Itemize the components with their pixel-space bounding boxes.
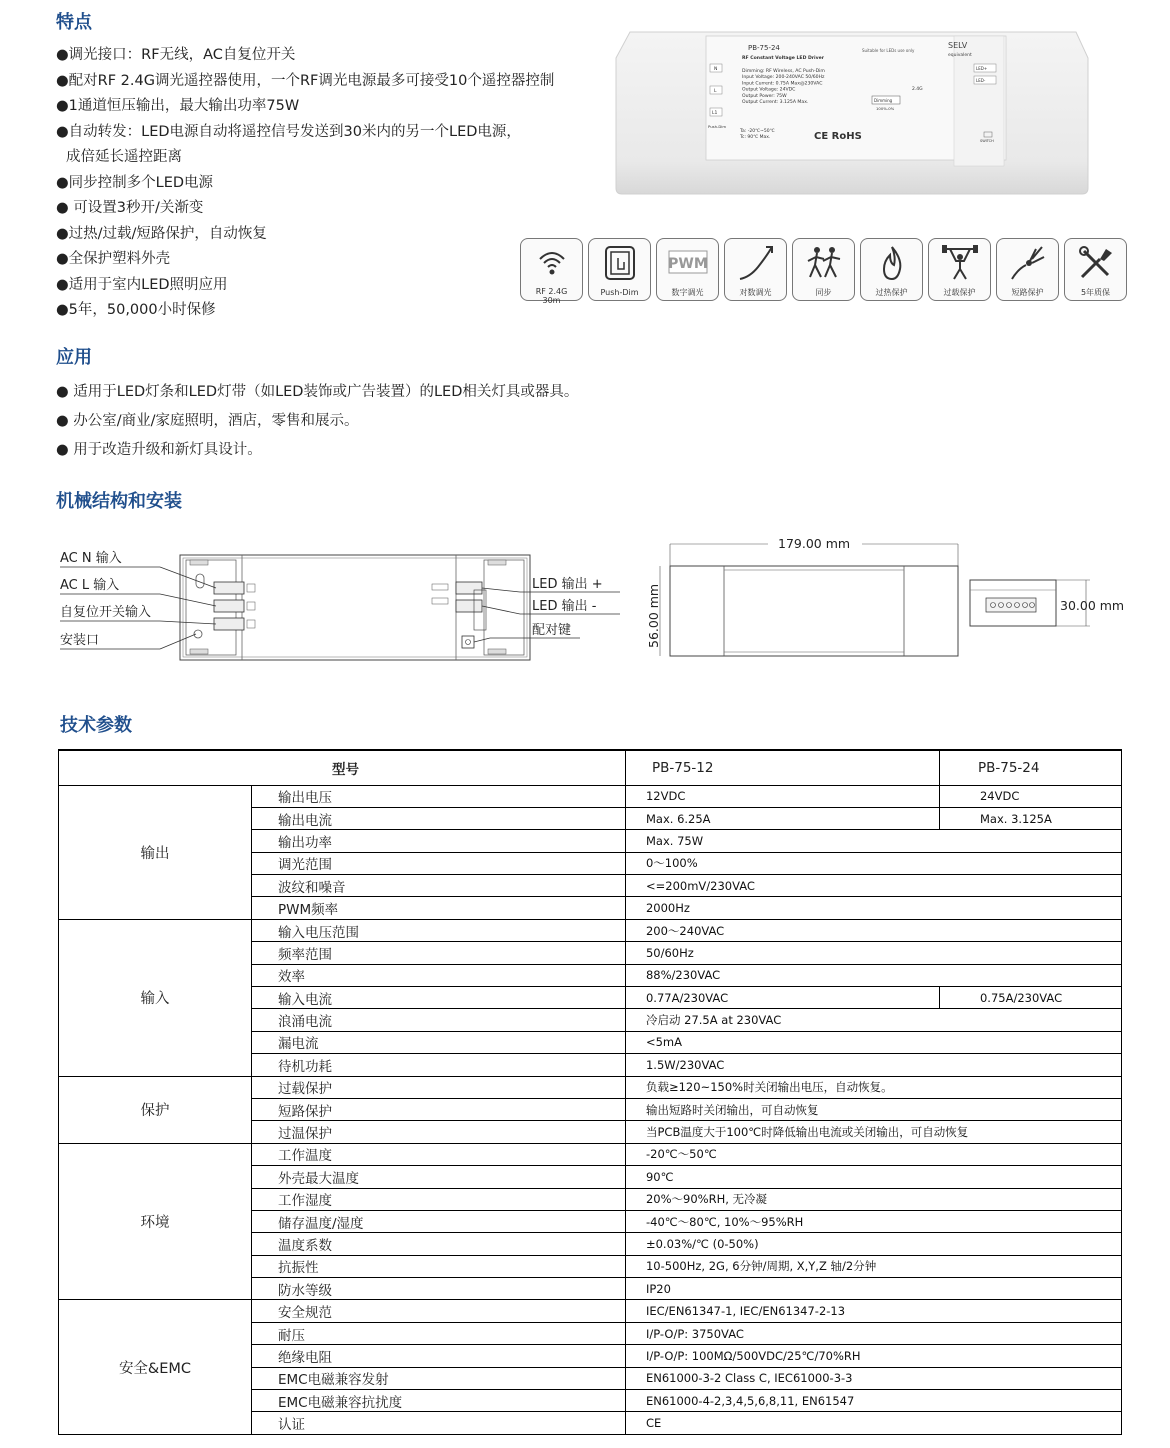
spec-value: EN61000-4-2,3,4,5,6,8,11, EN61547 [625, 1390, 1121, 1412]
label-terminal-n: N [714, 67, 718, 72]
label-certs: CE RoHS [814, 131, 862, 142]
spec-group-label: 输出 [59, 785, 252, 919]
label-switch: SWITCH [980, 139, 994, 143]
spec-param: 安全规范 [252, 1300, 626, 1322]
spec-param: 过温保护 [252, 1121, 626, 1143]
dim-width: 56.00 mm [646, 583, 661, 648]
spec-value: 88%/230VAC [625, 964, 1121, 986]
icon-caption [536, 287, 568, 305]
short-circuit-icon [1008, 243, 1048, 287]
spec-table [58, 749, 1122, 1435]
icon-caption-line: 过热保护 [875, 288, 908, 297]
product-image [614, 28, 1090, 196]
label-spec-line: Output Power: 75W [742, 93, 787, 99]
spec-param: 工作湿度 [252, 1188, 626, 1210]
spec-value: 当PCB温度大于100℃时降低输出电流或关闭输出，可自动恢复 [625, 1121, 1121, 1143]
spec-value: 10-500Hz, 2G, 6分钟/周期, X,Y,Z 轴/2分钟 [625, 1255, 1121, 1277]
label-spec-line: Dimming: RF Wireless, AC Push-Dim [742, 69, 825, 74]
spec-param: PWM频率 [252, 897, 626, 919]
over-heat-icon [872, 243, 912, 287]
label-subtitle: RF Constant Voltage LED Driver [742, 56, 825, 61]
spec-row [59, 1143, 1122, 1165]
icon-caption-line: 短路保护 [1011, 288, 1044, 297]
mech-label-ac-n: AC N 输入 [60, 551, 122, 566]
spec-param: 耐压 [252, 1322, 626, 1344]
icon-caption-line: 对数调光 [739, 288, 772, 297]
label-led-minus: LED- [976, 78, 986, 83]
features-title: 特点 [56, 12, 92, 33]
application-item: ● 用于改造升级和新灯具设计。 [56, 442, 262, 458]
spec-param: 工作温度 [252, 1143, 626, 1165]
spec-value: <5mA [625, 1031, 1121, 1053]
feature-item: ●5年，50,000小时保修 [56, 302, 216, 318]
label-model: PB-75-24 [748, 44, 780, 52]
icon-caption-line: 5年质保 [1080, 288, 1111, 297]
spec-header-col1: PB-75-12 [625, 750, 939, 785]
label-equivalent: equivalent [948, 53, 972, 58]
icon-caption [600, 288, 638, 297]
over-load-badge [928, 238, 991, 301]
icon-caption [740, 288, 772, 297]
spec-value: 90℃ [625, 1166, 1121, 1188]
pwm-badge [656, 238, 719, 301]
spec-value: Max. 75W [625, 830, 1121, 852]
spec-value: 冷启动 27.5A at 230VAC [625, 1009, 1121, 1031]
icon-caption [816, 288, 832, 297]
spec-value-col1: 0.77A/230VAC [625, 987, 939, 1009]
icon-caption-line: 数字调光 [671, 288, 704, 297]
spec-param: 效率 [252, 964, 626, 986]
spec-value: EN61000-3-2 Class C, IEC61000-3-3 [625, 1367, 1121, 1389]
spec-group-label: 保护 [59, 1076, 252, 1143]
spec-value: IEC/EN61347-1, IEC/EN61347-2-13 [625, 1300, 1121, 1322]
log-dimming-badge [724, 238, 787, 301]
feature-item: ●全保护塑料外壳 [56, 251, 171, 267]
mech-label-pair-key: 配对键 [532, 623, 572, 638]
spec-param: 漏电流 [252, 1031, 626, 1053]
applications-title: 应用 [56, 347, 92, 368]
mech-label-switch: 自复位开关输入 [60, 605, 152, 620]
feature-item: ● 可设置3秒开/关渐变 [56, 200, 204, 216]
features-list [56, 43, 554, 324]
sync-badge [792, 238, 855, 301]
spec-param: 输出功率 [252, 830, 626, 852]
applications-list [56, 378, 578, 465]
spec-value-col1: Max. 6.25A [625, 807, 939, 829]
over-heat-badge [860, 238, 923, 301]
application-item: ● 适用于LED灯条和LED灯带（如LED装饰或广告装置）的LED相关灯具或器具。 [56, 384, 579, 400]
short-circuit-badge [996, 238, 1059, 301]
spec-value: 1.5W/230VAC [625, 1054, 1121, 1076]
label-freq: 2.4G [912, 87, 923, 92]
feature-item: ●配对RF 2.4G调光遥控器使用，一个RF调光电源最多可接受10个遥控器控制 [56, 72, 555, 89]
label-tc: Tc: 90℃ Max. [740, 135, 771, 140]
spec-group-label: 环境 [59, 1143, 252, 1300]
spec-value-col2: 24VDC [939, 785, 1121, 807]
spec-param: 防水等级 [252, 1278, 626, 1300]
spec-value-col1: 12VDC [625, 785, 939, 807]
spec-param: 抗振性 [252, 1255, 626, 1277]
label-selv: SELV [948, 41, 968, 50]
spec-value: 50/60Hz [625, 942, 1121, 964]
label-dimming: Dimming [874, 98, 893, 103]
mech-label-led-plus: LED 输出 + [532, 577, 603, 592]
label-suitable: Suitable for LEDs use only [862, 48, 915, 53]
icon-caption-line: RF 2.4G [535, 287, 568, 296]
spec-value: 输出短路时关闭输出，可自动恢复 [625, 1098, 1121, 1120]
warranty-icon [1076, 243, 1116, 287]
icon-caption [1012, 288, 1044, 297]
spec-row [59, 919, 1122, 941]
feature-item: ●适用于室内LED照明应用 [56, 276, 228, 293]
dim-height: 30.00 mm [1060, 598, 1125, 613]
over-load-icon [940, 243, 980, 287]
label-spec-line: Input Current: 0.75A Max@230VAC [742, 81, 823, 87]
rf-wireless-icon [532, 243, 572, 287]
spec-param: 温度系数 [252, 1233, 626, 1255]
label-spec-line: Output Voltage: 24VDC [742, 87, 796, 93]
spec-value: 200～240VAC [625, 919, 1121, 941]
icon-caption-line: 过载保护 [943, 288, 976, 297]
icon-caption [876, 288, 908, 297]
spec-param: 外壳最大温度 [252, 1166, 626, 1188]
spec-param: 待机功耗 [252, 1054, 626, 1076]
spec-param: 调光范围 [252, 852, 626, 874]
spec-param: 认证 [252, 1412, 626, 1434]
spec-param: 频率范围 [252, 942, 626, 964]
spec-group-label: 输入 [59, 919, 252, 1076]
icon-caption [944, 288, 976, 297]
spec-value: <=200mV/230VAC [625, 875, 1121, 897]
spec-param: 短路保护 [252, 1098, 626, 1120]
label-terminal-l1: L1 [712, 111, 718, 116]
pwm-icon [668, 243, 708, 287]
mech-label-led-minus: LED 输出 - [532, 599, 597, 614]
spec-value: 负载≥120~150%时关闭输出电压，自动恢复。 [625, 1076, 1121, 1098]
spec-param: 浪涌电流 [252, 1009, 626, 1031]
spec-value: 20%～90%RH, 无冷凝 [625, 1188, 1121, 1210]
spec-value: -20℃～50℃ [625, 1143, 1121, 1165]
label-push-dim: Push-Dim [708, 124, 727, 129]
label-spec-line: Output Current: 3.125A Max. [742, 100, 809, 105]
spec-value-col2: Max. 3.125A [939, 807, 1121, 829]
label-terminal-l: L [714, 89, 717, 94]
spec-value: I/P-O/P: 100MΩ/500VDC/25℃/70%RH [625, 1345, 1121, 1367]
spec-row [59, 785, 1122, 807]
icon-caption-line: Push-Dim [600, 288, 639, 297]
warranty-badge [1064, 238, 1127, 301]
spec-value: CE [625, 1412, 1121, 1434]
icon-caption [1081, 288, 1110, 297]
spec-value: ±0.03%/℃ (0-50%) [625, 1233, 1121, 1255]
feature-item: ●自动转发：LED电源自动将遥控信号发送到30米内的另一个LED电源， [56, 123, 521, 140]
label-dim-range: 100%-0% [876, 106, 895, 111]
pwm-glyph: PWM [667, 256, 708, 272]
rf-wireless-badge [520, 238, 583, 305]
spec-param: 储存温度/湿度 [252, 1210, 626, 1232]
application-item: ● 办公室/商业/家庭照明，酒店，零售和展示。 [56, 413, 359, 429]
spec-value-col2: 0.75A/230VAC [939, 987, 1121, 1009]
spec-title: 技术参数 [60, 715, 132, 736]
spec-group-label: 安全&EMC [59, 1300, 252, 1434]
icon-caption-line: 30m [542, 296, 561, 305]
spec-header-model: 型号 [59, 750, 626, 785]
spec-header-row [59, 750, 1122, 785]
feature-item: 成倍延长遥控距离 [66, 149, 182, 165]
feature-item: ●过热/过载/短路保护，自动恢复 [56, 225, 267, 242]
spec-param: 过载保护 [252, 1076, 626, 1098]
spec-param: 绝缘电阻 [252, 1345, 626, 1367]
push-dim-icon [600, 243, 640, 287]
spec-value: 0～100% [625, 852, 1121, 874]
spec-row [59, 1076, 1122, 1098]
spec-row [59, 1300, 1122, 1322]
spec-value: -40℃～80℃, 10%～95%RH [625, 1210, 1121, 1232]
spec-value: 2000Hz [625, 897, 1121, 919]
feature-item: ●1通道恒压输出，最大输出功率75W [56, 98, 300, 114]
spec-param: 波纹和噪音 [252, 875, 626, 897]
log-dimming-icon [736, 243, 776, 287]
spec-param: EMC电磁兼容发射 [252, 1367, 626, 1389]
push-dim-badge [588, 238, 651, 301]
spec-param: 输入电流 [252, 987, 626, 1009]
icon-caption [672, 288, 704, 297]
spec-param: 输出电流 [252, 807, 626, 829]
feature-icons-row [520, 238, 1127, 305]
label-led-plus: LED+ [976, 66, 988, 71]
mech-label-mount: 安装口 [60, 633, 100, 648]
spec-param: 输入电压范围 [252, 919, 626, 941]
dim-length: 179.00 mm [778, 536, 851, 551]
mech-label-ac-l: AC L 输入 [60, 578, 120, 593]
mechanical-drawing [0, 530, 1170, 680]
label-spec-line: Input Voltage: 200-240VAC 50/60Hz [742, 75, 825, 81]
icon-caption-line: 同步 [815, 288, 832, 297]
feature-item: ●同步控制多个LED电源 [56, 174, 214, 191]
spec-value: I/P-O/P: 3750VAC [625, 1322, 1121, 1344]
sync-icon [804, 243, 844, 287]
spec-param: 输出电压 [252, 785, 626, 807]
spec-header-col2: PB-75-24 [939, 750, 1121, 785]
label-ta: Ta: -20℃~50℃ [740, 129, 775, 134]
mechanical-title: 机械结构和安装 [56, 491, 182, 512]
spec-value: IP20 [625, 1278, 1121, 1300]
spec-param: EMC电磁兼容抗扰度 [252, 1390, 626, 1412]
feature-item: ●调光接口：RF无线，AC自复位开关 [56, 47, 296, 63]
